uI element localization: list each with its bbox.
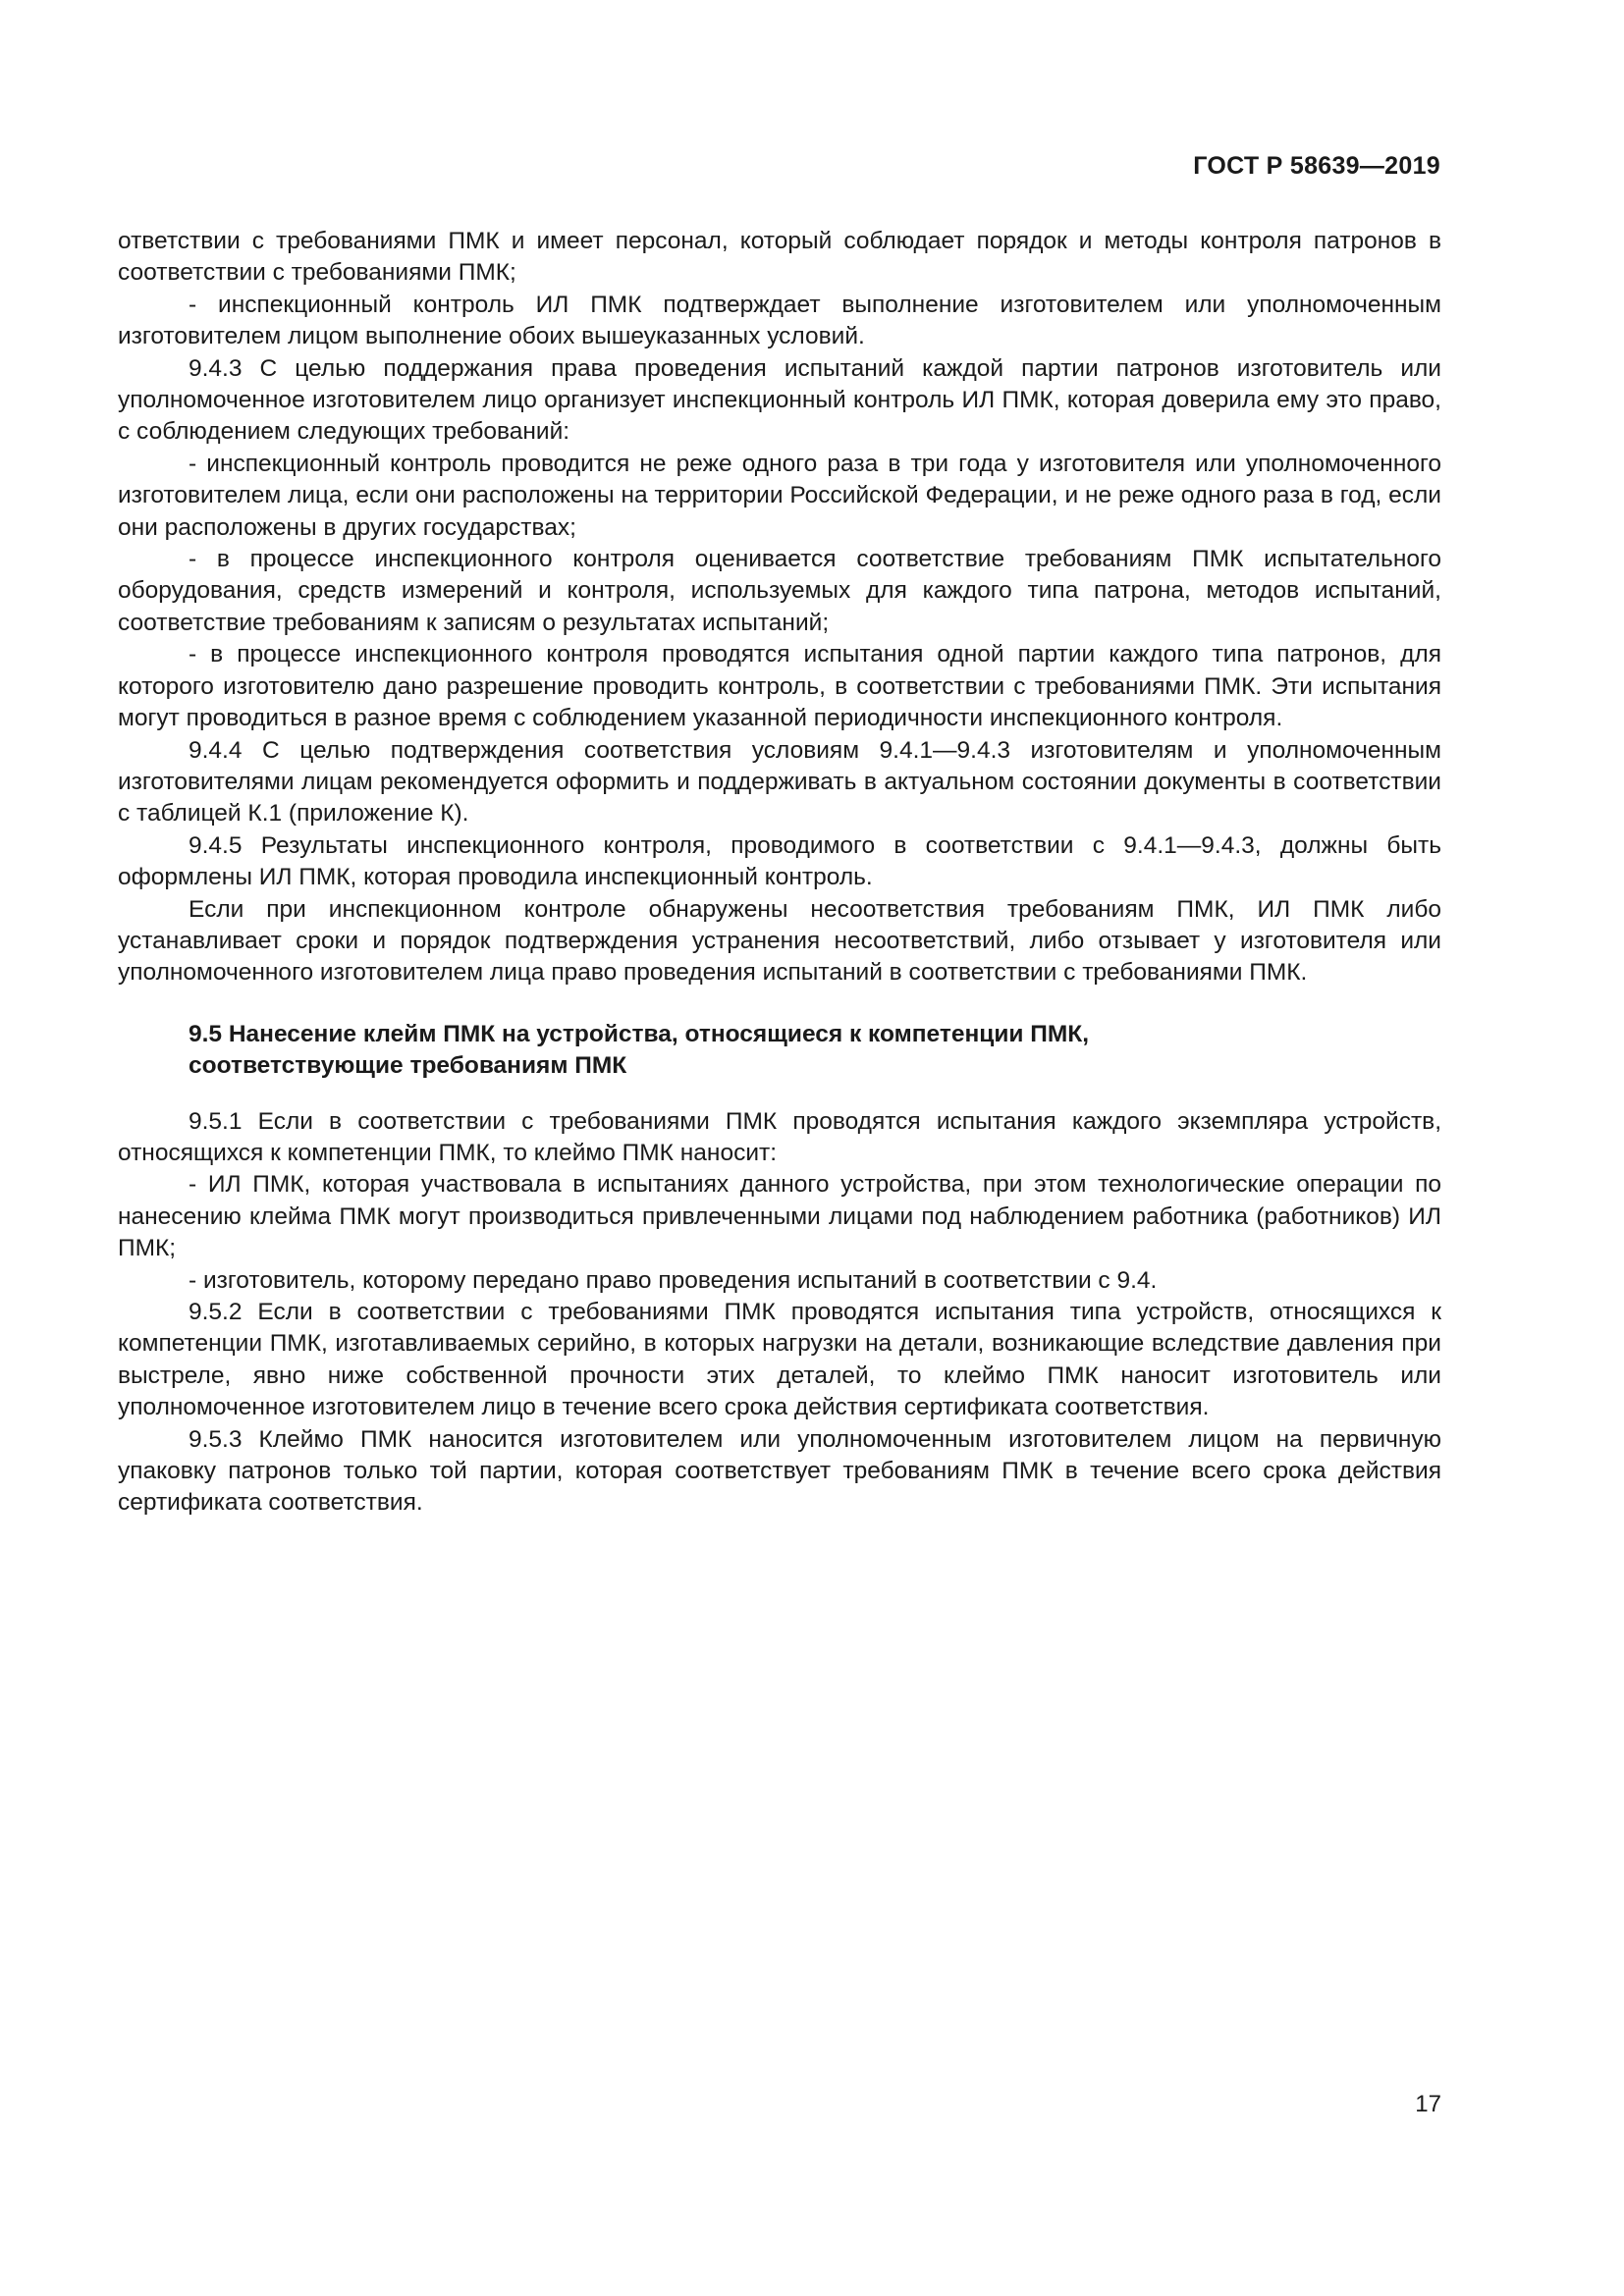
paragraph: - ИЛ ПМК, которая участвовала в испытаниях данного устройства, при этом технологические операции по нанесению клейма ПМК могут производиться привлеченными лицами под наблюдением работника (работников) ИЛ ПМК; bbox=[118, 1171, 1441, 1262]
section-heading-line: 9.5 Нанесение клейм ПМК на устройства, относящиеся к компетенции ПМК, bbox=[189, 1020, 1090, 1047]
paragraph: - инспекционный контроль ИЛ ПМК подтверждает выполнение изготовителем или уполномоченным изготовителем лицом выполнение обоих вышеуказанных условий. bbox=[118, 291, 1441, 350]
paragraph: 9.5.1 Если в соответствии с требованиями ПМК проводятся испытания каждого экземпляра устройств, относящихся к компетенции ПМК, то клеймо ПМК наносит: bbox=[118, 1107, 1441, 1166]
paragraph: - изготовитель, которому передано право проведения испытаний в соответствии с 9.4. bbox=[189, 1266, 1158, 1294]
section-heading-line: соответствующие требованиям ПМК bbox=[189, 1052, 627, 1080]
paragraph: - инспекционный контроль проводится не реже одного раза в три года у изготовителя или уполномоченного изготовителем лица, если они расположены на территории Российской Федерации, и не реже одного раза в год, если они расположены в других государствах; bbox=[118, 450, 1441, 541]
page-number: 17 bbox=[1415, 2091, 1441, 2117]
paragraph: Если при инспекционном контроле обнаружены несоответствия требованиям ПМК, ИЛ ПМК либо устанавливает сроки и порядок подтверждения устранения несоответствий, либо отзывает у изготовителя или уполномоченного изготовителем лица право проведения испытаний в соответствии с требованиями ПМК. bbox=[118, 895, 1441, 987]
section-heading bbox=[118, 1019, 1441, 1083]
paragraph: 9.4.4 С целью подтверждения соответствия условиям 9.4.1—9.4.3 изготовителям и уполномоченным изготовителями лицам рекомендуется оформить и поддерживать в актуальном состоянии документы в соответствии с таблицей К.1 (приложение К). bbox=[118, 736, 1441, 828]
paragraph: 9.4.5 Результаты инспекционного контроля, проводимого в соответствии с 9.4.1—9.4.3, должны быть оформлены ИЛ ПМК, которая проводила инспекционный контроль. bbox=[118, 831, 1441, 891]
paragraph: - в процессе инспекционного контроля проводятся испытания одной партии каждого типа патронов, для которого изготовителю дано разрешение проводить контроль, в соответствии с требованиями ПМК. Эти испытания могут проводиться в разное время с соблюдением указанной периодичности инспекционного контроля. bbox=[118, 641, 1441, 732]
paragraph: 9.5.3 Клеймо ПМК наносится изготовителем или уполномоченным изготовителем лицом на первичную упаковку патронов только той партии, которая соответствует требованиям ПМК в течение всего срока действия сертификата соответствия. bbox=[118, 1425, 1441, 1517]
paragraph: ответствии с требованиями ПМК и имеет персонал, который соблюдает порядок и методы контроля патронов в соответствии с требованиями ПМК; bbox=[118, 228, 1441, 287]
paragraph: - в процессе инспекционного контроля оценивается соответствие требованиям ПМК испытательного оборудования, средств измерений и контроля, используемых для каждого типа патрона, методов испытаний, соответствие требованиям к записям о результатах испытаний; bbox=[118, 546, 1441, 636]
document-code-header: ГОСТ Р 58639—2019 bbox=[1193, 152, 1440, 180]
paragraph: 9.4.3 С целью поддержания права проведения испытаний каждой партии патронов изготовитель или уполномоченное изготовителем лицо организует инспекционный контроль ИЛ ПМК, которая доверила ему это право, с соблюдением следующих требований: bbox=[118, 354, 1441, 446]
page-body bbox=[118, 226, 1441, 1520]
paragraph: 9.5.2 Если в соответствии с требованиями ПМК проводятся испытания типа устройств, относящихся к компетенции ПМК, изготавливаемых серийно, в которых нагрузки на детали, возникающие вследствие давления при выстреле, явно ниже собственной прочности этих деталей, то клеймо ПМК наносит изготовитель или уполномоченное изготовителем лицо в течение всего срока действия сертификата соответствия. bbox=[118, 1299, 1441, 1421]
